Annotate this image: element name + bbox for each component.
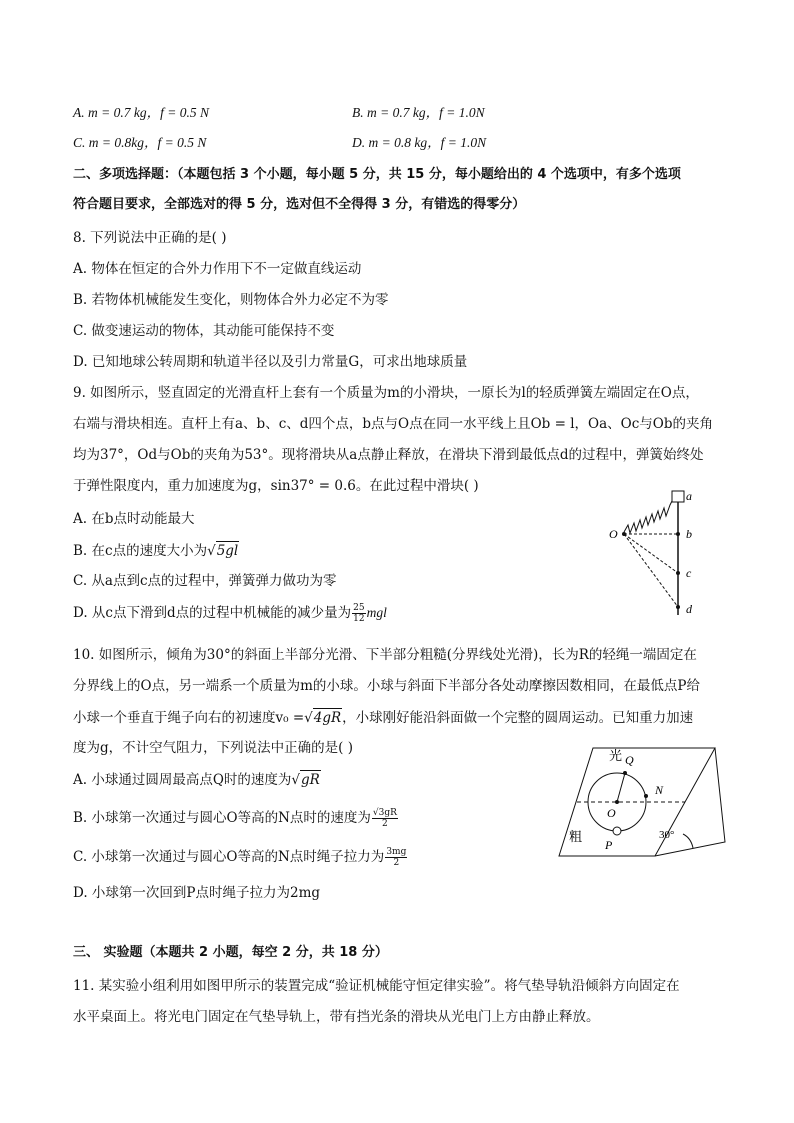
slider-block [672,491,684,502]
sqrt-sign: √ [291,772,301,788]
label-c: c [686,566,692,580]
q10-option-a-radicand: gR [301,772,320,788]
q8-stem: 8. 下列说法中正确的是( ) [73,230,227,246]
q8-option-d: D. 已知地球公转周期和轨道半径以及引力常量G，可求出地球质量 [73,354,468,370]
q10-stem-line4: 度为g，不计空气阻力，下列说法中正确的是( ) [73,740,353,756]
section2-header-line2: 符合题目要求，全部选对的得 5 分，选对但不全得得 3 分，有错选的得零分） [73,197,526,212]
ball-p [613,827,621,835]
q9-option-b-radicand: 5gl [216,543,239,559]
q9-option-d [73,603,387,624]
q10-stem-line2: 分界线上的O点，另一端系一个质量为m的小球。小球与斜面下半部分各处动摩擦因数相同，在最低点P给 [73,678,700,694]
q10-option-b [73,808,399,829]
fraction-denominator: 2 [382,819,388,829]
spring-icon [624,501,672,533]
q9-option-d-text: D. 从c点下滑到d点的过程中机械能的减少量为 [73,605,352,621]
point-c [676,571,680,575]
point-o [622,532,626,536]
sqrt-sign: √ [207,543,216,559]
label-d: d [686,602,692,616]
q9-stem-line4: 于弹性限度内，重力加速度为g，sin37° = 0.6。在此过程中滑块( ) [73,478,479,494]
label-o: O [607,806,616,820]
label-o: O [609,527,618,541]
q9-stem-line3: 均为37°，Od与Ob的夹角为53°。现将滑块从a点静止释放，在滑块下滑到最低点d的过程中，弹簧始终处 [73,447,704,463]
q10-option-b-text: B. 小球第一次通过与圆心O等高的N点时的速度为 [73,810,371,826]
q7-option-d: D. m = 0.8 kg，f = 1.0N [352,135,487,150]
q10-option-a [73,770,321,789]
q11-stem-line2: 水平桌面上。将光电门固定在气垫导轨上，带有挡光条的滑块从光电门上方由静止释放。 [73,1009,600,1025]
label-b: b [686,527,692,541]
label-rough: 粗 [569,829,583,844]
q9-option-b-text: B. 在c点的速度大小为 [73,543,208,559]
q9-option-d-fraction [352,603,365,624]
q10-figure [555,742,730,864]
section2-header-line1: 二、多项选择题：（本题包括 3 个小题，每小题 5 分，共 15 分，每小题给出的 4 个选项中，有多个选项 [73,167,681,182]
label-q: Q [625,753,634,767]
q7-option-c: C. m = 0.8kg，f = 0.5 N [73,135,207,150]
q10-option-b-fraction [372,808,398,829]
q10-option-c [73,847,408,868]
q10-option-d: D. 小球第一次回到P点时绳子拉力为2mg [73,885,321,901]
q9-stem-line2: 右端与滑块相连。直杆上有a、b、c、d四个点，b点与O点在同一水平线上且Ob = l，Oa、Oc与Ob的夹角 [73,416,713,432]
label-p: P [605,838,613,852]
point-b [676,532,680,536]
q10-line3-pre: 小球一个垂直于绳子向右的初速度v₀ = [73,710,305,726]
q10-option-c-fraction [385,847,407,868]
q10-line3-post: ，小球刚好能沿斜面做一个完整的圆周运动。已知重力加速 [342,710,694,726]
fraction-numerator: 3mg [386,847,407,857]
q7-option-b: B. m = 0.7 kg，f = 1.0N [352,105,485,120]
fraction-numerator: √3gR [372,808,397,818]
rope [617,773,625,802]
sqrt-sign: √ [304,710,313,726]
q9-option-b [73,541,239,560]
line-oc [624,534,678,573]
label-angle: 30° [659,829,675,841]
q10-stem-line1: 10. 如图所示，倾角为30°的斜面上半部分光滑、下半部分粗糙(分界线处光滑)，长为R的轻绳一端固定在 [73,647,697,663]
label-n: N [655,783,664,797]
q10-line3-radicand: 4gR [313,710,342,726]
q8-option-b: B. 若物体机械能发生变化，则物体合外力必定不为零 [73,292,389,308]
point-n [644,794,648,798]
q8-option-c: C. 做变速运动的物体，其动能可能保持不变 [73,323,335,339]
q10-option-a-text: A. 小球通过圆周最高点Q时的速度为 [73,772,292,788]
q8-option-a: A. 物体在恒定的合外力作用下不一定做直线运动 [73,261,362,277]
section3-header: 三、 实验题（本题共 2 小题，每空 2 分，共 18 分） [73,945,388,960]
fraction-denominator: 12 [353,614,365,624]
q9-stem-line1: 9. 如图所示，竖直固定的光滑直杆上套有一个质量为m的小滑块，一原长为l的轻质弹簧左端固定在O点， [73,385,699,401]
q9-figure [600,485,710,620]
label-a: a [686,489,692,503]
q9-option-c: C. 从a点到c点的过程中，弹簧弹力做功为零 [73,573,337,589]
q9-option-d-unit: mgl [366,605,387,620]
point-o [615,800,619,804]
angle-arc [683,834,693,848]
q10-stem-line3 [73,708,693,727]
q9-option-a: A. 在b点时动能最大 [73,511,195,527]
q10-option-c-text: C. 小球第一次通过与圆心O等高的N点时绳子拉力为 [73,849,385,865]
q11-stem-line1: 11. 某实验小组利用如图甲所示的装置完成“验证机械能守恒定律实验”。将气垫导轨沿倾斜方向固定在 [73,978,680,994]
point-q [623,771,627,775]
q7-option-a: A. m = 0.7 kg，f = 0.5 N [73,105,209,120]
point-d [676,605,680,609]
fraction-numerator: 25 [353,603,365,613]
label-smooth: 光 [609,748,623,763]
fraction-denominator: 2 [393,858,400,868]
line-od [624,534,678,607]
